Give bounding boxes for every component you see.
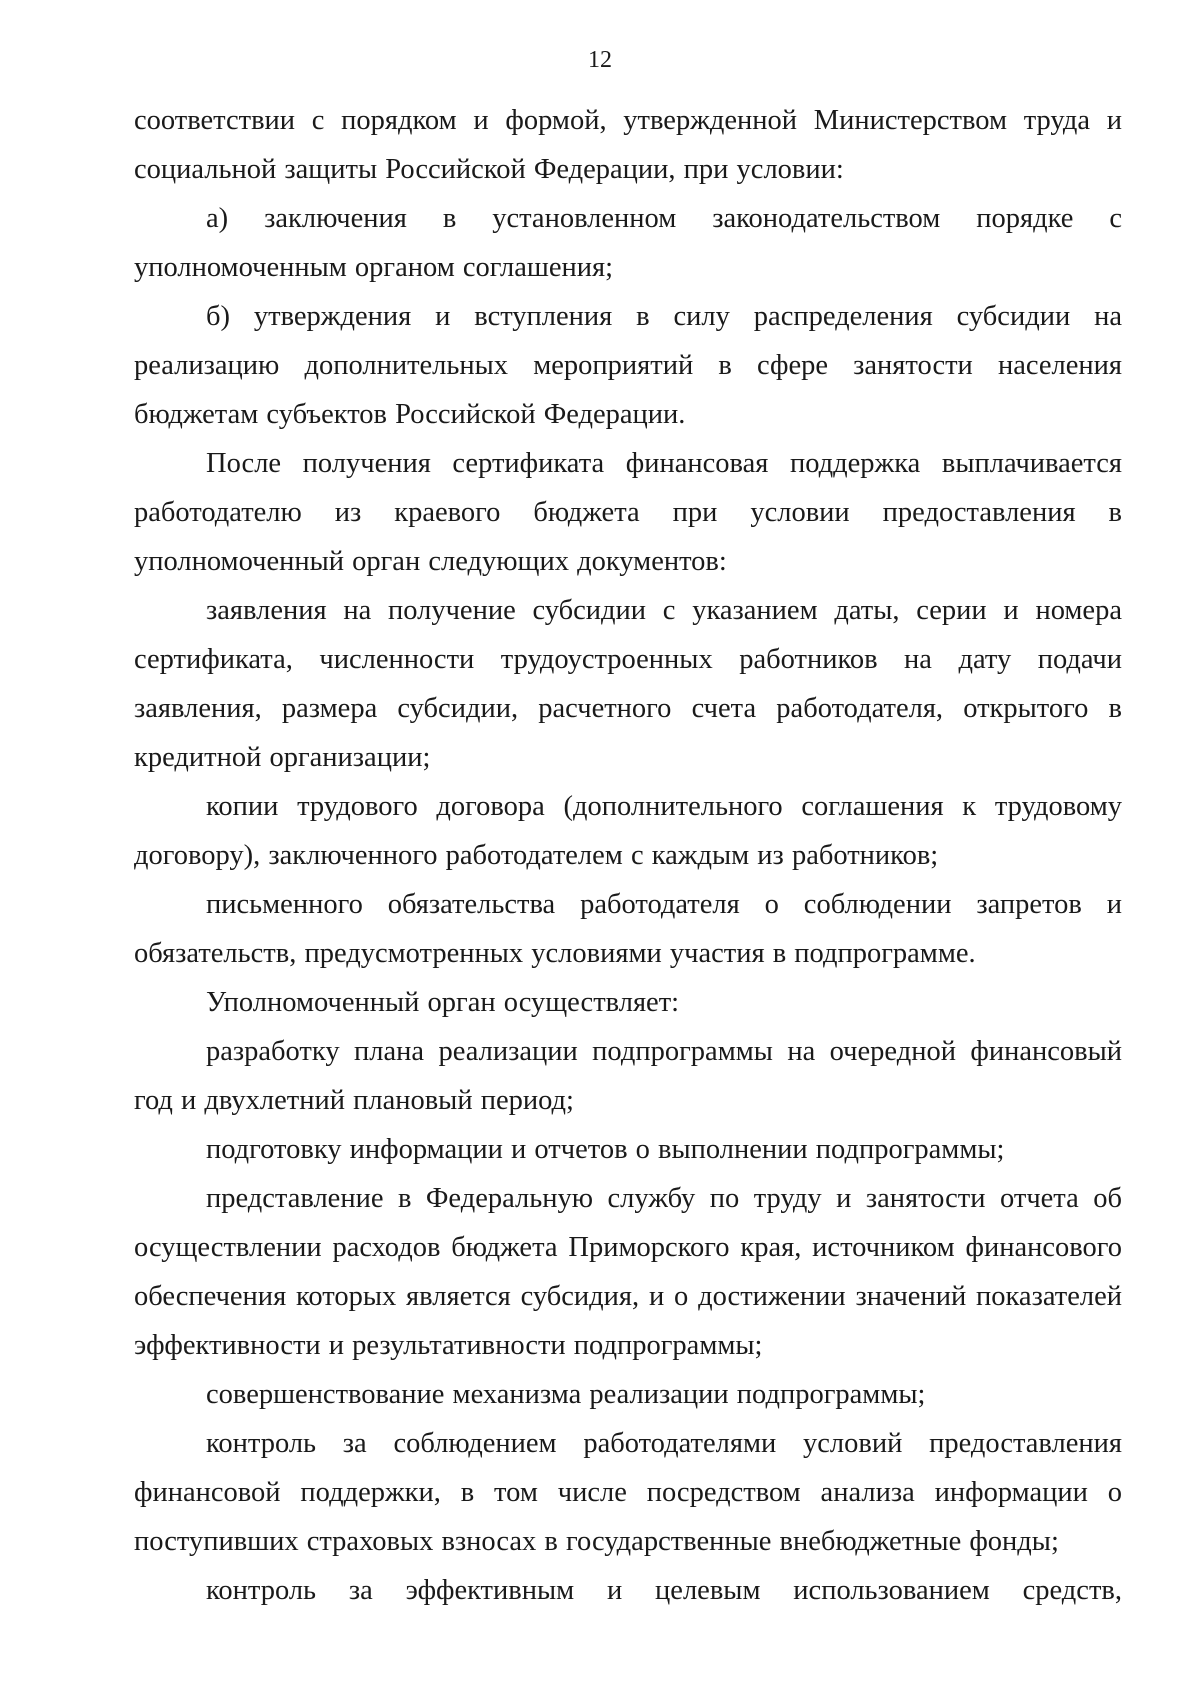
paragraph-application: заявления на получение субсидии с указанием даты, серии и номера сертификата, численности трудоустроенных работников на дату подачи заявления, размера субсидии, расчетного счета работодателя, открытого в кредитной организации; [134, 595, 1122, 773]
paragraph-federal-report: представление в Федеральную службу по труду и занятости отчета об осуществлении расходов бюджета Приморского края, источником финансового обеспечения которых является субсидия, и о достижении значений показателей эффективности и результативности подпрограммы; [134, 1183, 1122, 1361]
paragraph-contract-copies: копии трудового договора (дополнительного соглашения к трудовому договору), заключенного работодателем с каждым из работников; [134, 791, 1122, 871]
paragraph-plan-development: разработку плана реализации подпрограммы на очередной финансовый год и двухлетний плановый период; [134, 1036, 1122, 1116]
paragraph-control-funds: контроль за эффективным и целевым использованием средств, [206, 1575, 1122, 1606]
paragraph-continuation: соответствии с порядком и формой, утвержденной Министерством труда и социальной защиты Российской Федерации, при условии: [134, 105, 1122, 185]
paragraph-control-conditions: контроль за соблюдением работодателями условий предоставления финансовой поддержки, в том числе посредством анализа информации о поступивших страховых взносах в государственные внебюджетные фонды; [134, 1428, 1122, 1557]
paragraph-authority-performs: Уполномоченный орган осуществляет: [206, 987, 680, 1018]
paragraph-after-certificate: После получения сертификата финансовая поддержка выплачивается работодателю из краевого бюджета при условии предоставления в уполномоченный орган следующих документов: [134, 448, 1122, 577]
document-body [134, 96, 1122, 1615]
paragraph-mechanism: совершенствование механизма реализации подпрограммы; [206, 1379, 926, 1410]
page-number: 12 [588, 47, 612, 73]
paragraph-written-obligation: письменного обязательства работодателя о соблюдении запретов и обязательств, предусмотренных условиями участия в подпрограмме. [134, 889, 1122, 969]
paragraph-reports: подготовку информации и отчетов о выполнении подпрограммы; [206, 1134, 1005, 1165]
paragraph-item-a: а) заключения в установленном законодательством порядке с уполномоченным органом соглашения; [134, 203, 1122, 283]
paragraph-item-b: б) утверждения и вступления в силу распределения субсидии на реализацию дополнительных мероприятий в сфере занятости населения бюджетам субъектов Российской Федерации. [134, 301, 1122, 430]
